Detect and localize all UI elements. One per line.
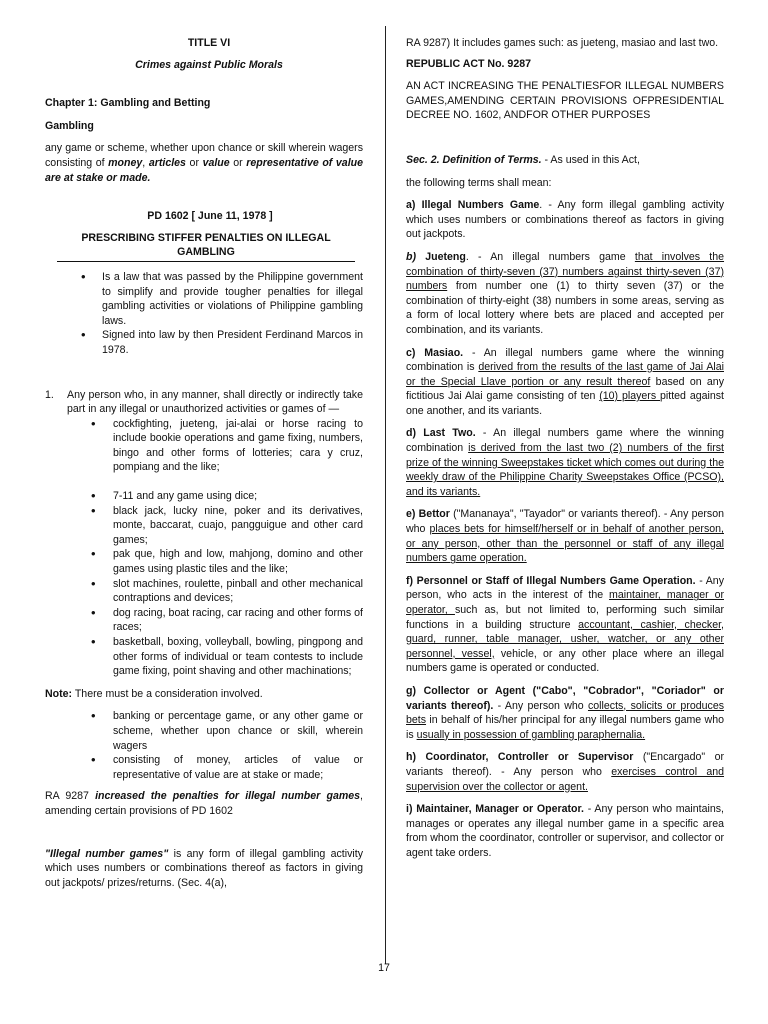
list-item: • Is a law that was passed by the Philippine government to simplify and provide tougher penalties for illegal gambling activities or violations of Philippine gambling laws. [45,270,363,328]
definition-g: g) Collector or Agent ("Cabo", "Cobrador", "Coriador" or variants thereof). - Any person who collects, solicits or produces bets in behalf of his/her principal for any illegal numbers game who is usually in possession of gambling paraphernalia. [406,684,725,741]
title: TITLE VI [187,37,231,49]
definition-i: i) Maintainer, Manager or Operator. - Any person who maintains, manages or operates any illegal number game in a specific area from whom the coordinator, controller or supervisor, and collector or agent take orders. [406,803,724,859]
list-item: • cockfighting, jueteng, jai-alai or horse racing to include bookie operations and game fixing, numbers, bingo and other forms of lotteries; cara y cruz, pompiang and the like; [45,417,363,475]
list-item: • slot machines, roulette, pinball and other mechanical contraptions and devices; [45,577,363,606]
gambling-definition: any game or scheme, whether upon chance or skill wherein wagers consisting of money, articles or value or representative of value are at stake or made. [45,142,364,184]
note: Note: There must be a consideration involved. [45,687,263,700]
definition-b: b) Jueteng. - An illegal numbers game that involves the combination of thirty-seven (37) numbers against thirty-seven (37) numbers from number one (1) to thirty seven (37) or the combination of thirty-eight (38) numbers in some areas, serving as a form of local lottery where bets are placed and accepted per combination, and its variants. [406,250,725,336]
list-item: • Signed into law by then President Ferdinand Marcos in 1978. [45,328,363,357]
note-bullet-list [45,709,363,782]
sec2-heading: Sec. 2. Definition of Terms. - As used in this Act, [406,153,640,166]
page-number: 17 [378,962,390,974]
definition-a: a) Illegal Numbers Game. - Any form illegal gambling activity which uses numbers or combinations thereof as factors in giving out jackpots. [406,199,724,241]
list-item: • basketball, boxing, volleyball, bowling, pingpong and other forms of individual or team contests to include game fixing, point shaving and other machinations; [45,635,363,679]
definition-h: h) Coordinator, Controller or Supervisor ("Encargado" or variants thereof). - Any person who exercises control and supervision over the collector or agent. [406,751,725,793]
subtitle: Crimes against Public Morals [135,58,283,71]
ra-title: AN ACT INCREASING THE PENALTIESFOR ILLEGAL NUMBERS GAMES,AMENDING CERTAIN PROVISIONS OFPRESIDENTIAL DECREE NO. 1602, ANDFOR OTHER PURPOSES [406,80,724,122]
chapter-heading: Chapter 1: Gambling and Betting [45,97,211,110]
list-item: • banking or percentage game, or any other game or scheme, whether upon chance or skill, wherein wagers [45,709,363,753]
right-column [406,36,724,869]
pd-title: PRESCRIBING STIFFER PENALTIES ON ILLEGAL GAMBLING [57,231,355,262]
gambling-heading: Gambling [45,119,94,132]
column-divider [385,26,386,964]
illegal-number-games-paragraph: "Illegal number games" is any form of illegal gambling activity which uses numbers or combinations thereof as factors in giving out jackpots/ prizes/returns. (Sec. 4(a), [45,847,363,889]
list-item: • pak que, high and low, mahjong, domino and other games using plastic tiles and the like; [45,547,363,576]
numbered-item-1: 1. Any person who, in any manner, shall directly or indirectly take part in any illegal or unauthorized activities or games of — [45,388,363,416]
terms-intro: the following terms shall mean: [406,176,552,189]
left-column [45,36,363,890]
ra-9287-paragraph: RA 9287 increased the penalties for illegal number games, amending certain provisions of PD 1602 [45,790,363,817]
pd-bullet-list [45,270,363,358]
list-item: • consisting of money, articles of value or representative of value are at stake or made; [45,753,363,782]
pd-heading: PD 1602 [ June 11, 1978 ] [147,210,273,223]
definition-f: f) Personnel or Staff of Illegal Numbers Game Operation. - Any person, who acts in the interest of the maintainer, manager or operator, such as, but not limited to, performing such similar functions in a building structure accountant, cashier, checker, guard, runner, table manager, usher, watcher, or any other personnel, vessel, vehicle, or any other place where an illegal numbers game is operated or conducted. [406,574,725,675]
definition-c: c) Masiao. - An illegal numbers game where the winning combination is derived from the results of the last game of Jai Alai or the Special Llave portion or any result thereof based on any fictitious Jai Alai game consisting of ten (10) players pitted against one another, and its variants. [406,346,724,417]
games-list [45,417,363,679]
ra-heading: REPUBLIC ACT No. 9287 [406,57,531,70]
definition-e: e) Bettor ("Mananaya", "Tayador" or variants thereof). - Any person who places bets for himself/herself or in behalf of another person, or any person, other than the personnel or staff of any illegal numbers game operation. [406,508,724,565]
list-item: • black jack, lucky nine, poker and its derivatives, monte, baccarat, cuajo, pangguigue and other card games; [45,504,363,548]
list-item: • dog racing, boat racing, car racing and other forms of races; [45,606,363,635]
list-item: • 7-11 and any game using dice; [45,489,363,504]
definition-d: d) Last Two. - An illegal numbers game where the winning combination is derived from the last two (2) numbers of the first prize of the winning Sweepstakes ticket which comes out during the weekly draw of the Philippine Charity Sweepstakes Office (PCSO), and its variants. [406,427,724,498]
continued-text: RA 9287) It includes games such: as jueteng, masiao and last two. [406,37,719,49]
